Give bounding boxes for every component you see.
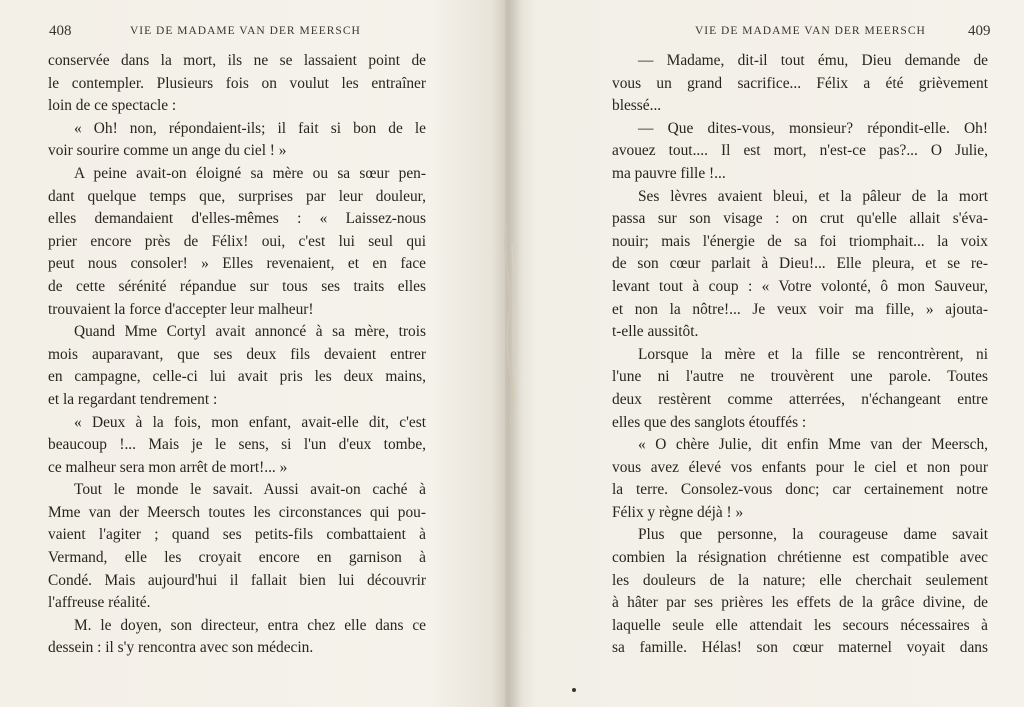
left-page	[0, 0, 505, 707]
text-line: le contempler. Plusieurs fois on voulut les entraîner	[48, 74, 426, 92]
text-line: nouir; mais l'énergie de sa foi triomphait... la voix	[612, 232, 988, 250]
text-line: loin de ce spectacle :	[48, 97, 177, 115]
text-line: vous avez élevé vos enfants pour le ciel et non pour	[612, 458, 988, 476]
text-line: dessein : il s'y rencontra avec son médecin.	[48, 639, 314, 657]
text-line: Vermand, elle les croyait encore en garnison à	[48, 549, 426, 567]
page-text	[48, 50, 426, 660]
text-line: Quand Mme Cortyl avait annoncé à sa mère, trois	[74, 323, 426, 341]
text-line: les douleurs de la nature; elle cherchait seulement	[612, 571, 988, 589]
text-line: elles que des sanglots étouffés :	[612, 413, 807, 431]
page-text	[612, 50, 988, 660]
text-line: passa sur son visage : on crut qu'elle allait s'éva-	[612, 210, 988, 228]
text-line: de son cœur parlait à Dieu!... Elle pleura, et se re-	[612, 255, 988, 273]
text-line: peut nous consoler! » Elles revenaient, et en face	[48, 255, 426, 273]
text-line: elles demandaient d'elles-mêmes : « Laissez-nous	[48, 210, 426, 228]
text-line: prier encore près de Félix! oui, c'est lui seul qui	[48, 232, 426, 250]
text-line: vous un grand sacrifice... Félix a été grièvement	[612, 74, 988, 92]
text-line: « O chère Julie, dit enfin Mme van der Meersch,	[638, 436, 988, 454]
right-page	[505, 0, 1024, 707]
text-line: l'une ni l'autre ne trouvèrent une parole. Toutes	[612, 368, 988, 386]
text-line: laquelle seule elle attendait les secours nécessaires à	[612, 616, 988, 634]
text-line: trouvaient la force d'accepter leur malheur!	[48, 300, 314, 318]
text-line: l'affreuse réalité.	[48, 594, 151, 612]
text-line: et non la nôtre!... Je veux voir ma fille, » ajouta-	[612, 300, 988, 318]
text-line: la terre. Consolez-vous donc; car certainement notre	[612, 481, 988, 499]
text-line: M. le doyen, son directeur, entra chez elle dans ce	[74, 616, 426, 634]
text-line: A peine avait-on éloigné sa mère ou sa sœur pen-	[74, 164, 426, 182]
text-line: Lorsque la mère et la fille se rencontrèrent, ni	[638, 345, 988, 363]
binding-thread	[500, 225, 524, 425]
text-line: « Oh! non, répondaient-ils; il fait si bon de le	[74, 119, 426, 137]
text-line: — Que dites-vous, monsieur? répondit-elle. Oh!	[638, 119, 988, 137]
text-line: deux restèrent comme atterrées, n'échangeant entre	[612, 390, 988, 408]
text-line: voir sourire comme un ange du ciel ! »	[48, 142, 287, 160]
text-line: vaient l'agiter ; quand ses petits-fils combattaient à	[48, 526, 426, 544]
text-line: en campagne, celle-ci lui avait pris les deux mains,	[48, 368, 426, 386]
text-line: blessé...	[612, 97, 662, 115]
text-line: Tout le monde le savait. Aussi avait-on caché à	[74, 481, 426, 499]
text-line: à hâter par ses prières les effets de la grâce divine, de	[612, 594, 988, 612]
text-line: Ses lèvres avaient bleui, et la pâleur de la mort	[638, 187, 988, 205]
text-line: conservée dans la mort, ils ne se lassaient point de	[48, 52, 426, 69]
text-line: t-elle aussitôt.	[612, 323, 699, 341]
text-line: Plus que personne, la courageuse dame savait	[638, 526, 988, 544]
text-line: et la regardant tendrement :	[48, 390, 218, 408]
text-line: beaucoup !... Mais je le sens, si l'un d'eux tombe,	[48, 436, 426, 454]
text-line: levant tout à coup : « Votre volonté, ô mon Sauveur,	[612, 277, 988, 295]
text-line: sa famille. Hélas! son cœur maternel voyait dans	[612, 639, 988, 657]
running-head: VIE DE MADAME VAN DER MEERSCH	[130, 25, 361, 37]
text-line: Félix y règne déjà ! »	[612, 503, 744, 521]
text-line: Mme van der Meersch toutes les circonstances qui pou-	[48, 503, 426, 521]
running-head: VIE DE MADAME VAN DER MEERSCH	[695, 25, 926, 37]
page-number: 409	[968, 23, 991, 39]
speck	[572, 688, 576, 692]
text-line: combien la résignation chrétienne est compatible avec	[612, 549, 988, 567]
text-line: mois auparavant, que ses deux fils devaient entrer	[48, 345, 426, 363]
text-line: de cette sérénité répandue sur tous ses traits elles	[48, 277, 426, 295]
page-number: 408	[49, 23, 72, 39]
text-line: ma pauvre fille !...	[612, 164, 726, 182]
text-line: avouez tout.... Il est mort, n'est-ce pas?... O Julie,	[612, 142, 988, 160]
text-line: ce malheur sera mon arrêt de mort!... »	[48, 458, 288, 476]
text-line: « Deux à la fois, mon enfant, avait-elle dit, c'est	[74, 413, 426, 431]
text-line: dant quelque temps que, surprises par leur douleur,	[48, 187, 426, 205]
text-line: — Madame, dit-il tout ému, Dieu demande de	[638, 52, 988, 69]
text-line: Condé. Mais aujourd'hui il fallait bien lui découvrir	[48, 571, 426, 589]
